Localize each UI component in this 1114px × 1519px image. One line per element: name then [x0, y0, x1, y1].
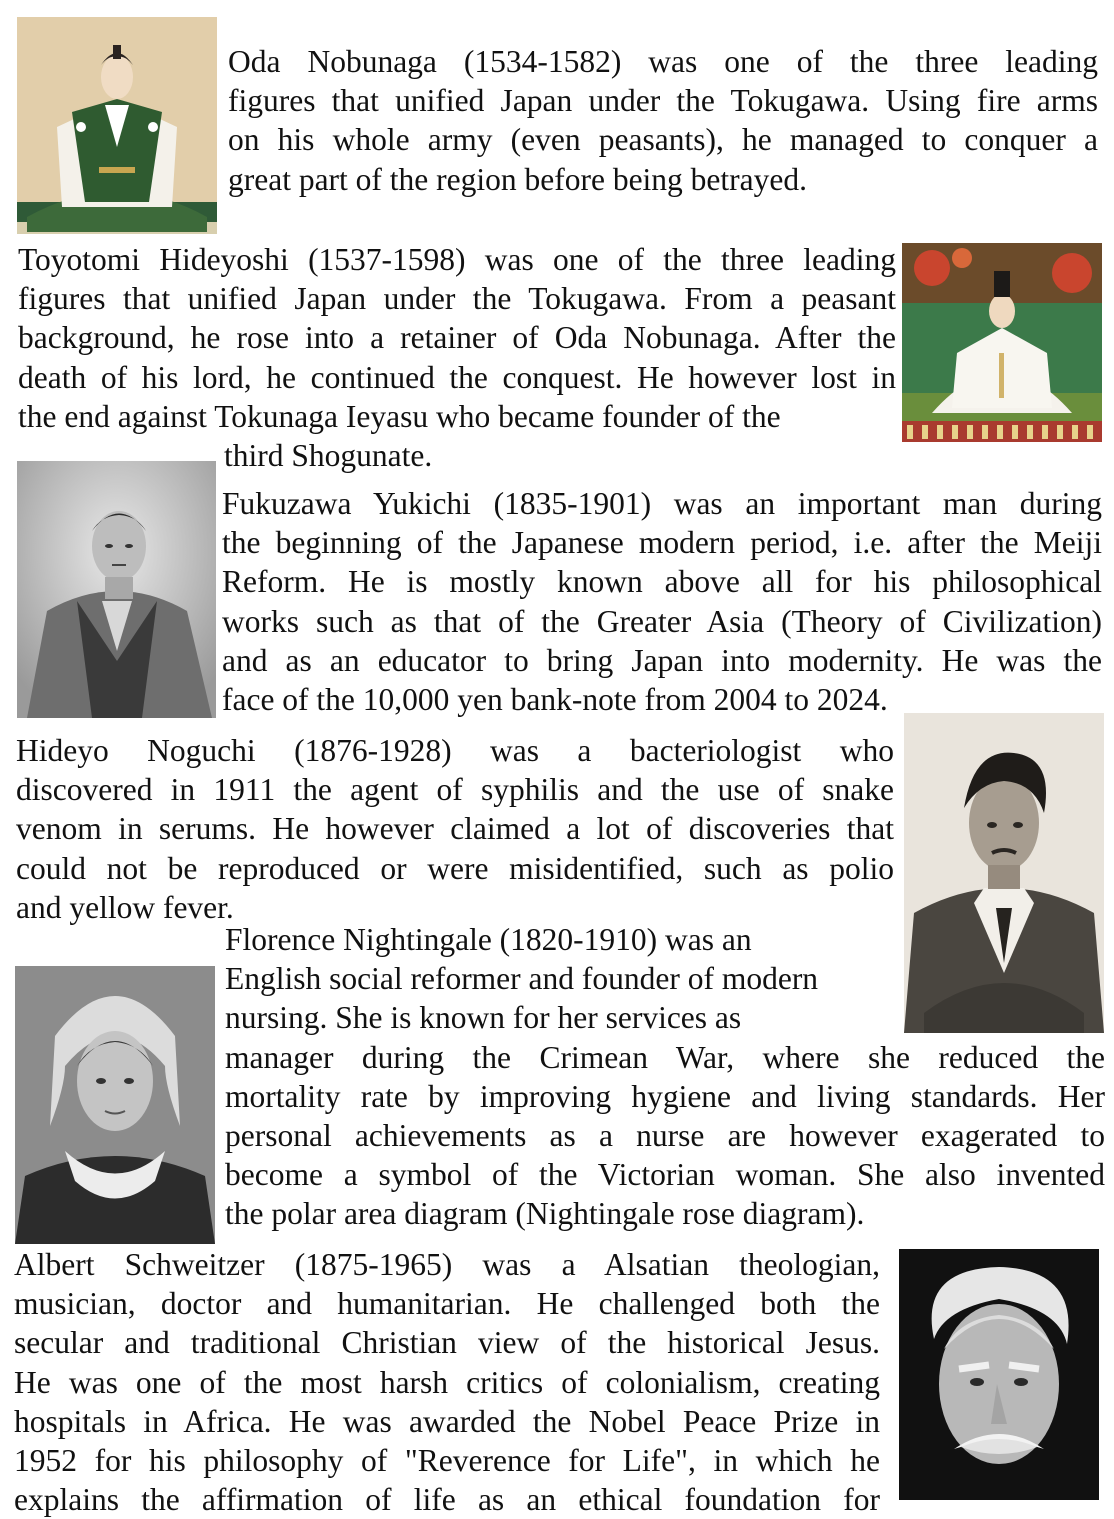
- text-line: background, he rose into a retainer of Oda Nobunaga. After the: [18, 320, 896, 356]
- text-line: venom in serums. He however claimed a lot of discoveries that: [16, 811, 894, 847]
- text-line: the end against Tokunaga Ieyasu who became founder of the: [18, 398, 781, 434]
- text-line: nursing. She is known for her services as: [225, 1000, 742, 1036]
- text-line: He was one of the most harsh critics of colonialism, creating: [14, 1364, 880, 1400]
- text-line: Reform. He is mostly known above all for his philosophical: [222, 564, 1102, 600]
- text-line: face of the 10,000 yen bank-note from 2004 to 2024.: [222, 682, 888, 718]
- portrait-oda-nobunaga: [17, 17, 217, 234]
- text-line: personal achievements as a nurse are however exagerated to: [225, 1118, 1105, 1154]
- text-line: manager during the Crimean War, where she reduced the: [225, 1039, 1105, 1075]
- text-line: musician, doctor and humanitarian. He challenged both the: [14, 1286, 880, 1322]
- kimono-man-photo-portrait-icon: [17, 461, 216, 718]
- entry-albert-schweitzer: [14, 1245, 880, 1519]
- text-line: secular and traditional Christian view of the historical Jesus.: [14, 1325, 880, 1361]
- portrait-toyotomi-hideyoshi: [902, 243, 1102, 442]
- text-line: figures that unified Japan under the Tokugawa. Using fire arms: [228, 83, 1098, 119]
- text-line: Oda Nobunaga (1534-1582) was one of the three leading: [228, 44, 1098, 79]
- entry-florence-nightingale: [225, 920, 1105, 1234]
- text-line: on his whole army (even peasants), he managed to conquer a: [228, 122, 1098, 158]
- text-line: Hideyo Noguchi (1876-1928) was a bacteriologist who: [16, 733, 894, 768]
- text-line: death of his lord, he continued the conquest. He however lost in: [18, 359, 896, 395]
- text-line: third Shogunate.: [224, 438, 433, 474]
- text-line: Fukuzawa Yukichi (1835-1901) was an important man during: [222, 486, 1102, 521]
- portrait-fukuzawa-yukichi: [17, 461, 216, 718]
- text-line: and yellow fever.: [16, 889, 234, 925]
- entry-fukuzawa-yukichi: [222, 484, 1102, 719]
- court-noble-painting-portrait-icon: [902, 243, 1102, 442]
- samurai-painting-portrait-icon: [17, 17, 217, 234]
- text-line: could not be reproduced or were misidentified, such as polio: [16, 850, 894, 886]
- text-line: 1952 for his philosophy of "Reverence for Life", in which he: [14, 1443, 880, 1479]
- text-line: Toyotomi Hideyoshi (1537-1598) was one of the three leading: [18, 242, 896, 277]
- text-line: works such as that of the Greater Asia (Theory of Civilization): [222, 603, 1102, 639]
- entry-oda-nobunaga: [228, 42, 1098, 199]
- elderly-man-photo-portrait-icon: [899, 1249, 1099, 1500]
- text-line: Florence Nightingale (1820-1910) was an: [225, 922, 752, 957]
- text-line: hospitals in Africa. He was awarded the Nobel Peace Prize in: [14, 1403, 880, 1439]
- text-line: discovered in 1911 the agent of syphilis and the use of snake: [16, 772, 894, 808]
- text-line: the polar area diagram (Nightingale rose diagram).: [225, 1196, 865, 1232]
- entry-toyotomi-hideyoshi: [18, 240, 896, 475]
- victorian-woman-photo-portrait-icon: [15, 966, 215, 1244]
- text-line: and as an educator to bring Japan into modernity. He was the: [222, 642, 1102, 678]
- text-line: explains the affirmation of life as an ethical foundation for: [14, 1482, 880, 1518]
- text-line: English social reformer and founder of modern: [225, 961, 819, 997]
- portrait-albert-schweitzer: [899, 1249, 1099, 1500]
- text-line: mortality rate by improving hygiene and living standards. Her: [225, 1078, 1105, 1114]
- text-line: figures that unified Japan under the Tokugawa. From a peasant: [18, 281, 896, 317]
- entry-hideyo-noguchi: [16, 731, 894, 927]
- text-line: great part of the region before being betrayed.: [228, 161, 807, 197]
- text-line: Albert Schweitzer (1875-1965) was a Alsatian theologian,: [14, 1247, 880, 1282]
- portrait-florence-nightingale: [15, 966, 215, 1244]
- text-line: become a symbol of the Victorian woman. She also invented: [225, 1157, 1105, 1193]
- text-line: the beginning of the Japanese modern period, i.e. after the Meiji: [222, 525, 1102, 561]
